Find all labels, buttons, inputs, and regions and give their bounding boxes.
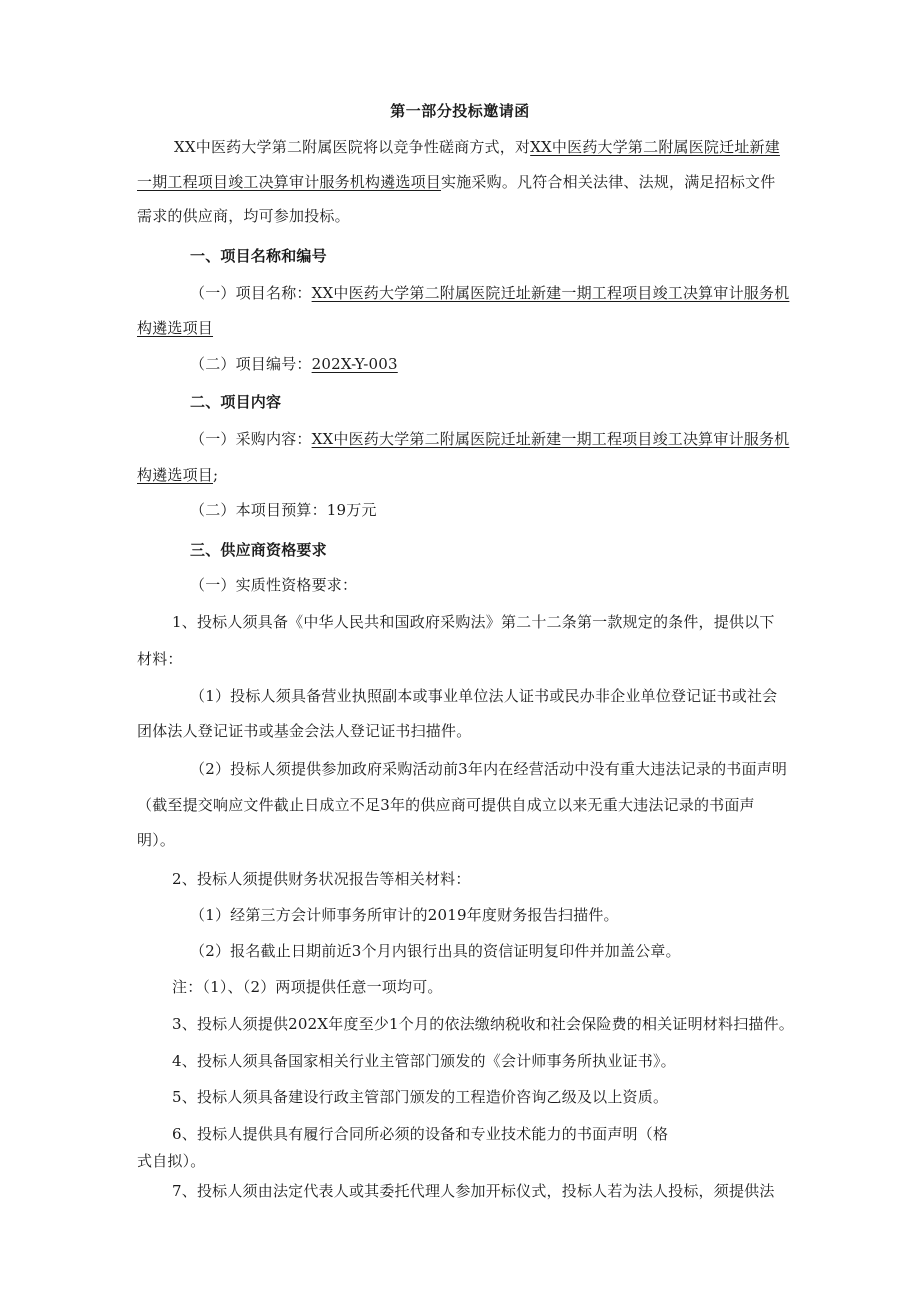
- intro-line-2: [137, 172, 775, 192]
- page-title: 第一部分投标邀请函: [390, 102, 530, 120]
- requirement-7-line-1: 7、投标人须由法定代表人或其委托代理人参加开标仪式，投标人若为法人投标，须提供法: [172, 1182, 775, 1200]
- intro-line-1: [174, 137, 780, 157]
- section-3-heading: 三、供应商资格要求: [190, 541, 327, 559]
- requirement-1-line-2: 材料：: [137, 650, 183, 668]
- project-name-label: （一）项目名称：: [190, 284, 312, 302]
- requirement-1-2-line-1: （2）投标人须提供参加政府采购活动前3年内在经营活动中没有重大违法记录的书面声明: [190, 760, 788, 778]
- substantive-requirements: （一）实质性资格要求：: [190, 576, 358, 594]
- requirement-1-line-1: 1、投标人须具备《中华人民共和国政府采购法》第二十二条第一款规定的条件，提供以下: [172, 613, 775, 631]
- content-label: （一）采购内容：: [190, 430, 312, 448]
- budget-line: （二）本项目预算：19万元: [190, 501, 377, 519]
- content-value: XX中医药大学第二附属医院迁址新建一期工程项目竣工决算审计服务机: [311, 430, 790, 448]
- requirement-1-1-line-2: 团体法人登记证书或基金会法人登记证书扫描件。: [137, 722, 472, 740]
- requirement-note: 注：（1）、（2）两项提供任意一项均可。: [172, 978, 443, 996]
- project-code-value: 202X-Y-003: [311, 355, 398, 373]
- content-value-cont: 构遴选项目: [137, 466, 214, 484]
- requirement-4: 4、投标人须具备国家相关行业主管部门颁发的《会计师事务所执业证书》。: [172, 1052, 676, 1070]
- project-name-value-cont: 构遴选项目: [137, 319, 214, 337]
- requirement-3: 3、投标人须提供202X年度至少1个月的依法缴纳税收和社会保险费的相关证明材料扫描件。: [172, 1015, 794, 1033]
- project-name-line-1: [190, 283, 789, 303]
- intro-text: 实施采购。凡符合相关法律、法规，满足招标文件: [441, 173, 776, 191]
- project-code-label: （二）项目编号：: [190, 355, 312, 373]
- section-2-heading: 二、项目内容: [190, 393, 282, 411]
- content-line-1: [190, 429, 789, 449]
- intro-text: XX中医药大学第二附属医院将以竞争性磋商方式，对: [174, 138, 531, 156]
- project-name-line-2: [137, 318, 213, 338]
- requirement-6-line-2: 式自拟）。: [137, 1152, 206, 1170]
- requirement-2: 2、投标人须提供财务状况报告等相关材料：: [172, 870, 471, 888]
- requirement-6-line-1: 6、投标人提供具有履行合同所必须的设备和专业技术能力的书面声明（格: [172, 1125, 669, 1143]
- requirement-2-1: （1）经第三方会计师事务所审计的2019年度财务报告扫描件。: [190, 906, 619, 924]
- project-name-underlined: 一期工程项目竣工决算审计服务机构遴选项目: [137, 173, 442, 191]
- intro-line-3: 需求的供应商，均可参加投标。: [137, 207, 350, 225]
- requirement-1-2-line-2: （截至提交响应文件截止日成立不足3年的供应商可提供自成立以来无重大违法记录的书面声: [137, 796, 755, 814]
- requirement-1-2-line-3: 明）。: [137, 831, 176, 849]
- project-name-underlined: XX中医药大学第二附属医院迁址新建: [530, 138, 780, 156]
- requirement-1-1-line-1: （1）投标人须具备营业执照副本或事业单位法人证书或民办非企业单位登记证书或社会: [190, 687, 778, 705]
- requirement-2-2: （2）报名截止日期前近3个月内银行出具的资信证明复印件并加盖公章。: [190, 942, 681, 960]
- project-code-line: [190, 354, 398, 374]
- content-end-punct: ;: [213, 466, 219, 484]
- content-line-2: [137, 465, 218, 485]
- project-name-value: XX中医药大学第二附属医院迁址新建一期工程项目竣工决算审计服务机: [311, 284, 790, 302]
- section-1-heading: 一、项目名称和编号: [190, 247, 327, 265]
- requirement-5: 5、投标人须具备建设行政主管部门颁发的工程造价咨询乙级及以上资质。: [172, 1088, 669, 1106]
